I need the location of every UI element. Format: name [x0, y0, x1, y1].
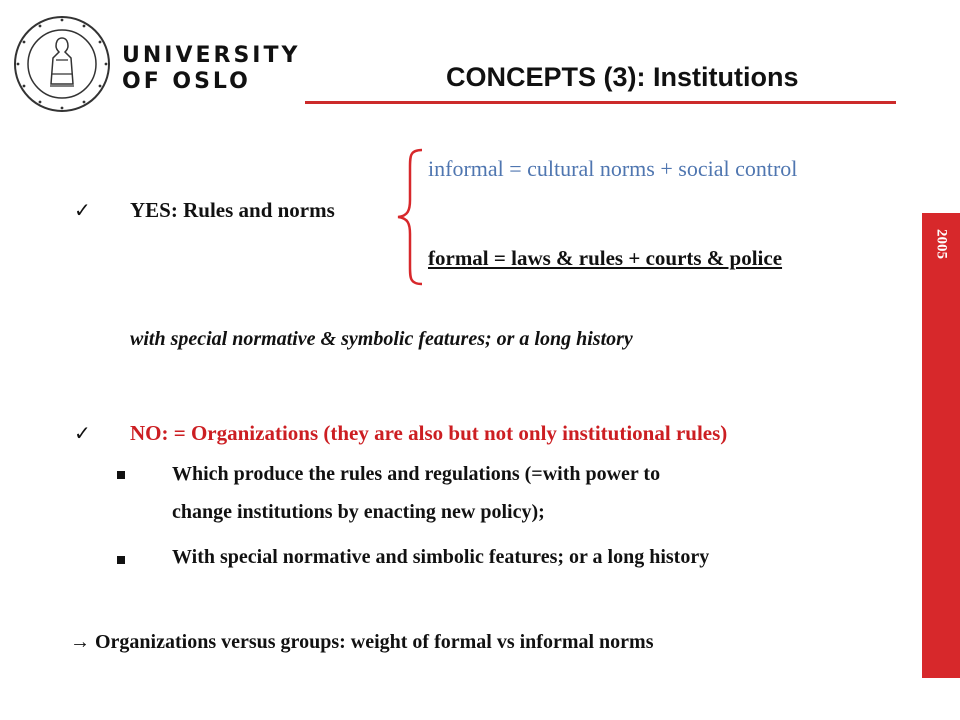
title-underline	[305, 101, 896, 104]
sub-bullet-1-line2: change institutions by enacting new policy);	[172, 501, 545, 523]
university-name-line2: OF OSLO	[122, 69, 251, 94]
informal-definition: informal = cultural norms + social control	[428, 156, 798, 181]
university-name-line1: UNIVERSITY	[122, 43, 301, 68]
university-name	[122, 43, 300, 95]
formal-definition: formal = laws & rules + courts & police	[428, 246, 783, 270]
yes-label: YES: Rules and norms	[130, 198, 335, 222]
university-seal-logo	[12, 14, 112, 114]
sub-bullet-2: With special normative and simbolic features; or a long history	[172, 546, 710, 568]
no-label: NO: = Organizations (they are also but not only institutional rules)	[130, 421, 728, 445]
arrow-right-icon: →	[70, 631, 90, 653]
conclusion-text: Organizations versus groups: weight of formal vs informal norms	[95, 631, 654, 653]
side-accent-bar	[922, 213, 960, 678]
year-label: 2005	[933, 229, 950, 259]
bullet-icon	[117, 471, 125, 479]
features-note: with special normative & symbolic features; or a long history	[130, 328, 633, 350]
bullet-icon	[117, 556, 125, 564]
curly-brace-icon	[396, 148, 426, 286]
check-icon: ✓	[74, 423, 91, 445]
check-icon: ✓	[74, 200, 91, 222]
slide-title: CONCEPTS (3): Institutions	[446, 62, 799, 92]
conclusion-line	[70, 631, 654, 654]
sub-bullet-1-line1: Which produce the rules and regulations (=with power to	[172, 463, 661, 485]
